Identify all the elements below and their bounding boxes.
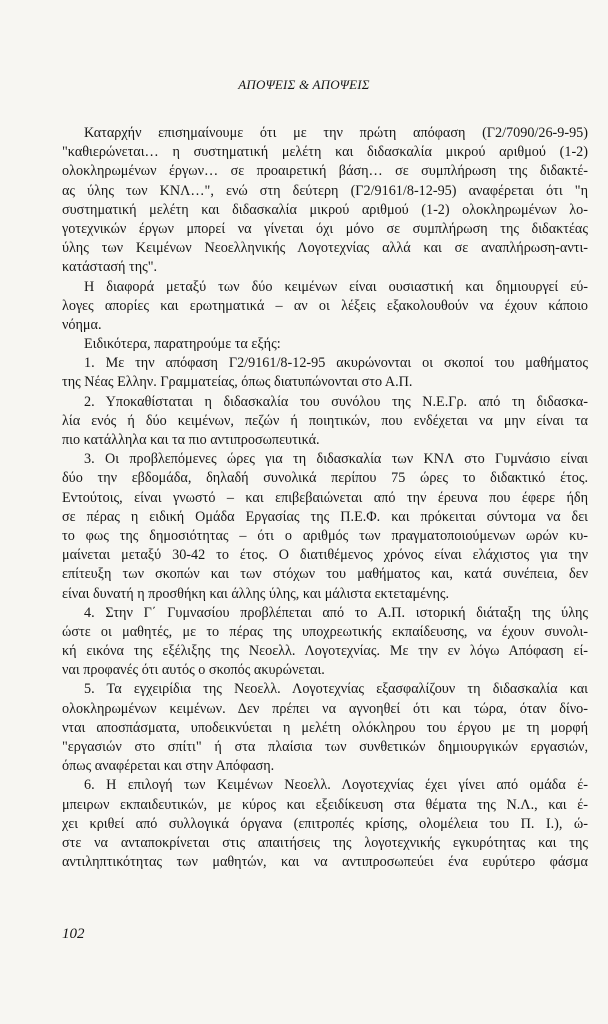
text-line: 1. Με την απόφαση Γ2/9161/8-12-95 ακυρώνονται οι σκοποί του μαθήματος <box>84 355 588 372</box>
text-line: κατάστασή της". <box>62 259 158 276</box>
text-line: πιο κατάλληλα και τα πιο αντιπροσωπευτικά. <box>62 432 320 448</box>
text-line: ώστε οι μαθητές, με το πέρας της υποχρεωτικής εκπαίδευσης, να έχουν συνολι- <box>62 623 588 640</box>
running-header: ΑΠΟΨΕΙΣ & ΑΠΟΨΕΙΣ <box>238 77 370 92</box>
text-line: Η διαφορά μεταξύ των δύο κειμένων είναι ουσιαστική και δημιουργεί εύ- <box>84 278 588 295</box>
text-line: στε να ανταποκρίνεται στις απαιτήσεις της λογοτεχνικής εγκυρότητας και της <box>62 834 588 851</box>
text-line: 3. Οι προβλεπόμενες ώρες για τη διδασκαλία των ΚΝΛ στο Γυμνάσιο είναι <box>84 451 588 468</box>
text-line: το φως της δημοσιότητας – ότι ο αριθμός των πραγματοποιούμενων ωρών κυ- <box>62 527 588 544</box>
text-line: γοτεχνικών έργων μπορεί να γίνεται όχι μόνο σε συμπλήρωση της διδακτέας <box>62 220 588 237</box>
text-line: λία ενός ή δύο κειμένων, πεζών ή ποιητικών, που ενδέχεται να μην είναι τα <box>62 412 588 429</box>
text-line: 6. Η επιλογή των Κειμένων Νεοελλ. Λογοτεχνίας έχει γίνει από ομάδα έ- <box>84 777 588 794</box>
text-line: σε πέρας η ειδική Ομάδα Εργασίας της Π.Ε.Φ. και πρόκειται σύντομα να δει <box>62 508 588 525</box>
text-line: "καθιερώνεται… η συστηματική μελέτη και διδασκαλία μικρού αριθμού (1-2) <box>62 144 588 161</box>
text-line: ολοκληρωμένων έργων… σε προαιρετική βάση… σε συμπλήρωση της διδακτέ- <box>62 163 588 180</box>
text-line: συστηματική μελέτη και διδασκαλία μικρού αριθμού (1-2) ολοκληρωμένων λο- <box>62 201 588 218</box>
text-line: είναι δυνατή η προσθήκη και άλλης ύλης, και μάλιστα εκτεταμένης. <box>62 585 450 602</box>
text-line: νται αποσπάσματα, υποδεικνύεται η μελέτη ολόκληρου του έργου με τη μορφή <box>62 719 588 736</box>
text-line: δύο την εβδομάδα, δηλαδή συνολικά περίπου 75 ώρες το διδακτικό έτος. <box>62 470 588 487</box>
text-line: της Νέας Ελλην. Γραμματείας, όπως διατυπώνονται στο Α.Π. <box>62 374 413 391</box>
text-line: κή εικόνα της εξέλιξης της Νεοελλ. Λογοτεχνίας. Με την εν λόγω Απόφαση εί- <box>62 643 588 660</box>
text-line: μαίνεται μεταξύ 30-42 το έτος. Ο διατιθέμενος χρόνος είναι ελάχιστος για την <box>62 547 588 564</box>
text-line: λογες απορίες και ερωτηματικά – αν οι λέξεις εξακολουθούν να έχουν κάποιο <box>62 297 588 314</box>
text-line: ας ύλης των ΚΝΛ…", ενώ στη δεύτερη (Γ2/9161/8-12-95) αναφέρεται ότι "η <box>62 182 588 199</box>
text-line: Ειδικότερα, παρατηρούμε τα εξής: <box>84 336 281 353</box>
page-number: 102 <box>62 926 85 942</box>
text-line: 2. Υποκαθίσταται η διδασκαλία του συνόλου της Ν.Ε.Γρ. από τη διδασκα- <box>84 393 588 410</box>
text-line: νόημα. <box>62 316 102 333</box>
text-line: Εντούτοις, είναι γνωστό – και επιβεβαιώνεται από την έρευνα που έφερε ήδη <box>62 489 588 506</box>
text-line: ύλης των Κειμένων Νεοελληνικής Λογοτεχνίας αλλά και σε αναπλήρωση-αντι- <box>62 240 588 257</box>
text-line: 5. Τα εγχειρίδια της Νεοελλ. Λογοτεχνίας εξασφαλίζουν τη διδασκαλία και <box>84 681 588 698</box>
text-line: ολοκληρωμένων κειμένων. Δεν πρέπει να αγνοηθεί ότι και τώρα, όταν δίνο- <box>62 700 588 717</box>
text-line: επίτευξη των σκοπών και των στόχων του μαθήματος και, κατά συνέπεια, δεν <box>62 566 588 583</box>
text-line: "εργασιών στο σπίτι" ή στα πλαίσια των συνθετικών δημιουργικών εργασιών, <box>62 739 588 755</box>
text-line: μπειρων εκπαιδευτικών, με κύρος και εξειδίκευση στα θέματα της Ν.Λ., και έ- <box>62 796 588 813</box>
text-line: αντιληπτικότητας των μαθητών, και να αντιπροσωπεύει ένα ευρύτερο φάσμα <box>62 854 588 871</box>
text-line: όπως αναφέρεται και στην Απόφαση. <box>62 758 275 775</box>
text-line: ναι προφανές ότι αυτός ο σκοπός ακυρώνεται. <box>62 662 325 679</box>
text-line: χει κριθεί από συλλογικά όργανα (επιτροπές κρίσης, ολομέλεια του Π. Ι.), ώ- <box>62 815 588 832</box>
body-text <box>62 124 588 872</box>
text-line: Καταρχήν επισημαίνουμε ότι με την πρώτη απόφαση (Γ2/7090/26-9-95) <box>84 125 588 141</box>
text-line: 4. Στην Γ΄ Γυμνασίου προβλέπεται από το Α.Π. ιστορική διάταξη της ύλης <box>84 604 588 621</box>
